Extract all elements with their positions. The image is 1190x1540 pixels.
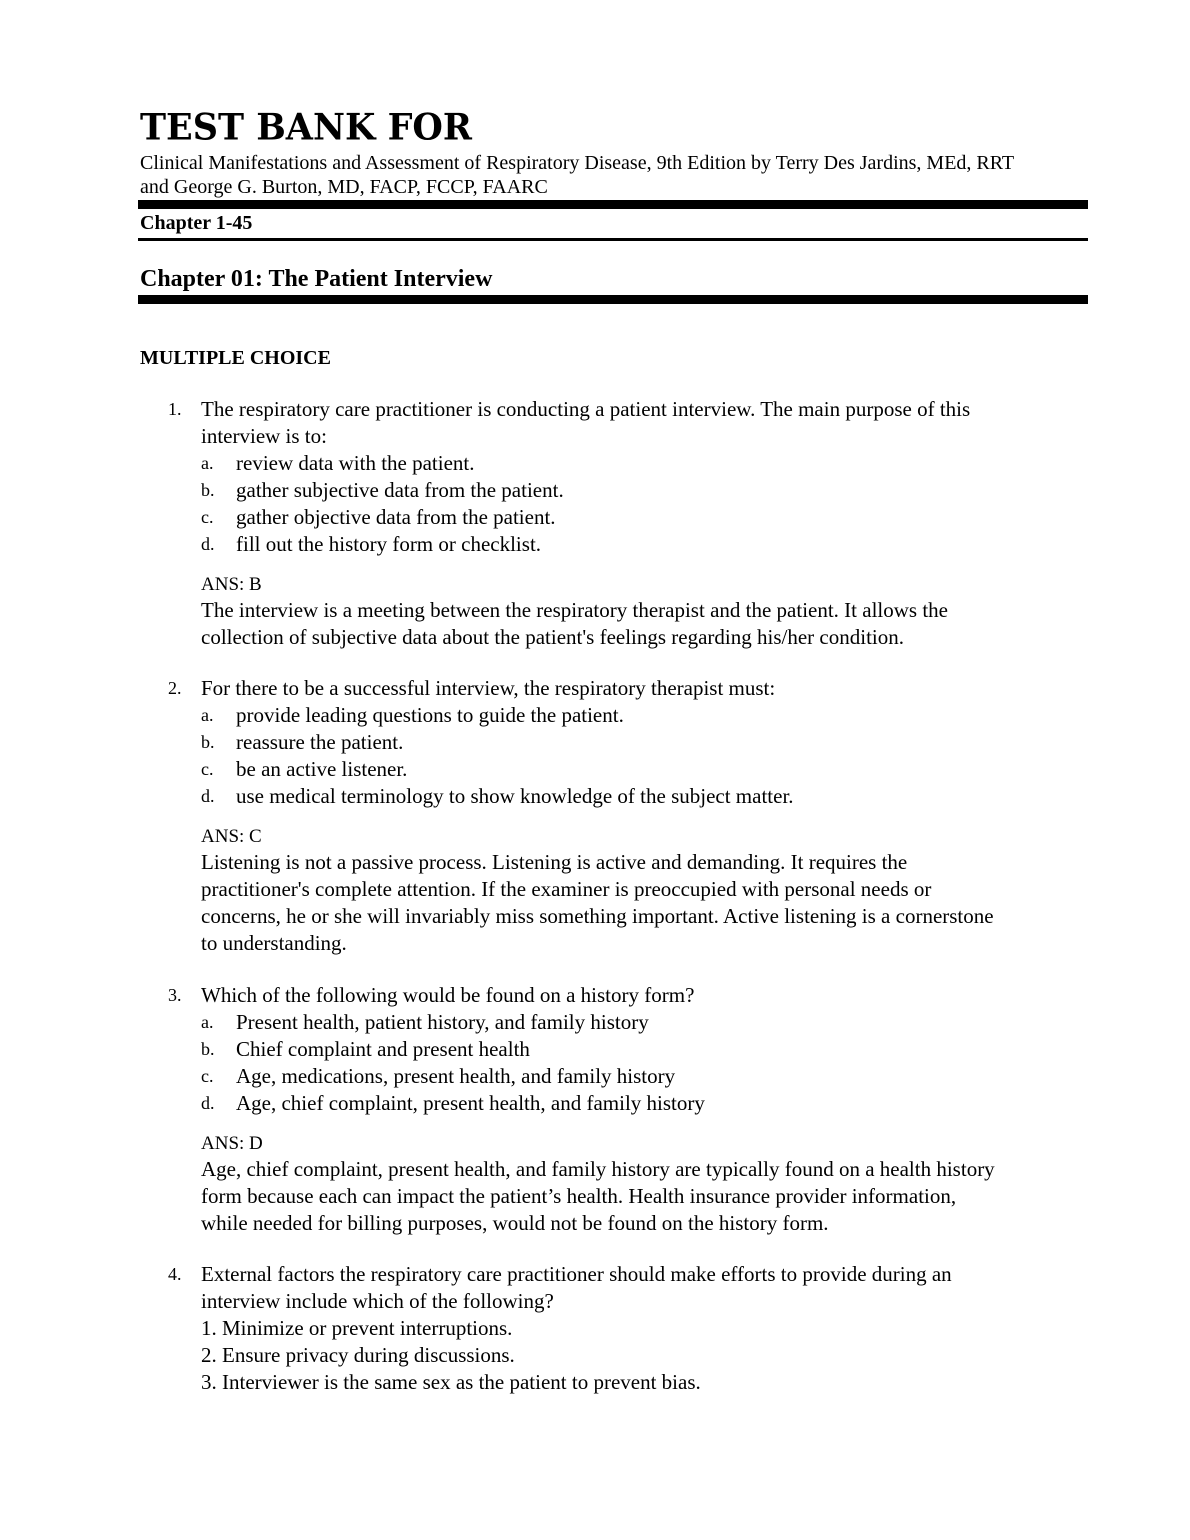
option-b: [201, 477, 1090, 504]
option-c: [201, 504, 1090, 531]
stem-line: Which of the following would be found on a history form?: [201, 983, 695, 1007]
stem-line: External factors the respiratory care practitioner should make efforts to provide during an: [201, 1262, 952, 1286]
option-letter: c.: [201, 1066, 214, 1086]
thin-rule: [138, 238, 1088, 241]
rationale-line: Listening is not a passive process. Listening is active and demanding. It requires the: [201, 850, 908, 874]
option-text: gather objective data from the patient.: [236, 505, 556, 529]
question-stem: [201, 1261, 1090, 1315]
numbered-item: 2. Ensure privacy during discussions.: [201, 1343, 515, 1367]
option-b: [201, 1036, 1090, 1063]
rationale-line: form because each can impact the patient’s health. Health insurance provider information,: [201, 1184, 957, 1208]
option-letter: b.: [201, 1039, 215, 1059]
option-letter: c.: [201, 759, 214, 779]
option-c: [201, 756, 1090, 783]
option-letter: b.: [201, 480, 215, 500]
option-text: use medical terminology to show knowledge of the subject matter.: [236, 784, 794, 808]
rationale: [201, 597, 1090, 651]
answer-key: ANS: D: [201, 1133, 263, 1154]
option-text: gather subjective data from the patient.: [236, 478, 564, 502]
option-letter: c.: [201, 507, 214, 527]
question-number: 1.: [168, 399, 182, 419]
option-text: fill out the history form or checklist.: [236, 532, 542, 556]
option-text: be an active listener.: [236, 757, 408, 781]
option-text: provide leading questions to guide the patient.: [236, 703, 624, 727]
option-text: review data with the patient.: [236, 451, 475, 475]
option-text: reassure the patient.: [236, 730, 404, 754]
option-a: [201, 702, 1090, 729]
rationale-line: practitioner's complete attention. If the examiner is preoccupied with personal needs or: [201, 877, 932, 901]
rationale-line: concerns, he or she will invariably miss something important. Active listening is a cornerstone: [201, 904, 994, 928]
option-c: [201, 1063, 1090, 1090]
subtitle-line: and George G. Burton, MD, FACP, FCCP, FAARC: [140, 176, 548, 198]
rationale: [201, 1156, 1090, 1237]
option-letter: a.: [201, 1012, 214, 1032]
option-text: Present health, patient history, and family history: [236, 1010, 649, 1034]
chapter-range: Chapter 1-45: [140, 212, 253, 234]
question-number: 4.: [168, 1264, 182, 1284]
question-3: [140, 982, 1090, 1237]
option-d: [201, 1090, 1090, 1117]
question-1: [140, 396, 1090, 651]
option-letter: a.: [201, 705, 214, 725]
question-stem: [201, 675, 1090, 702]
question-stem: [201, 982, 1090, 1009]
question-4: [140, 1261, 1090, 1396]
book-subtitle: [140, 151, 1090, 199]
option-text: Chief complaint and present health: [236, 1037, 530, 1061]
option-text: Age, medications, present health, and family history: [236, 1064, 676, 1088]
question-number: 3.: [168, 985, 182, 1005]
rationale-line: collection of subjective data about the patient's feelings regarding his/her condition.: [201, 625, 904, 649]
thick-rule: [138, 200, 1088, 209]
option-a: [201, 1009, 1090, 1036]
chapter-title: Chapter 01: The Patient Interview: [140, 266, 493, 292]
rationale-line: while needed for billing purposes, would not be found on the history form.: [201, 1211, 829, 1235]
stem-line: interview is to:: [201, 424, 327, 448]
stem-line: interview include which of the following?: [201, 1289, 554, 1313]
option-letter: d.: [201, 786, 215, 806]
question-2: [140, 675, 1090, 957]
option-d: [201, 531, 1090, 558]
thick-rule: [138, 295, 1088, 304]
banner-title: TEST BANK FOR: [140, 106, 472, 150]
option-b: [201, 729, 1090, 756]
stem-line: For there to be a successful interview, the respiratory therapist must:: [201, 676, 776, 700]
subtitle-line: Clinical Manifestations and Assessment of Respiratory Disease, 9th Edition by Terry Des Jardins, MEd, RRT: [140, 152, 1015, 174]
numbered-item: 1. Minimize or prevent interruptions.: [201, 1316, 513, 1340]
rationale-line: to understanding.: [201, 931, 347, 955]
section-heading: MULTIPLE CHOICE: [140, 347, 331, 369]
option-text: Age, chief complaint, present health, and family history: [236, 1091, 705, 1115]
option-a: [201, 450, 1090, 477]
rationale-line: The interview is a meeting between the respiratory therapist and the patient. It allows the: [201, 598, 948, 622]
rationale-line: Age, chief complaint, present health, and family history are typically found on a health history: [201, 1157, 995, 1181]
answer-key: ANS: C: [201, 826, 262, 847]
question-number: 2.: [168, 678, 182, 698]
option-d: [201, 783, 1090, 810]
question-stem: [201, 396, 1090, 450]
stem-line: The respiratory care practitioner is conducting a patient interview. The main purpose of this: [201, 397, 971, 421]
numbered-item: 3. Interviewer is the same sex as the patient to prevent bias.: [201, 1370, 701, 1394]
rationale: [201, 849, 1090, 957]
option-letter: d.: [201, 1093, 215, 1113]
option-letter: d.: [201, 534, 215, 554]
option-letter: a.: [201, 453, 214, 473]
option-letter: b.: [201, 732, 215, 752]
answer-key: ANS: B: [201, 574, 262, 595]
